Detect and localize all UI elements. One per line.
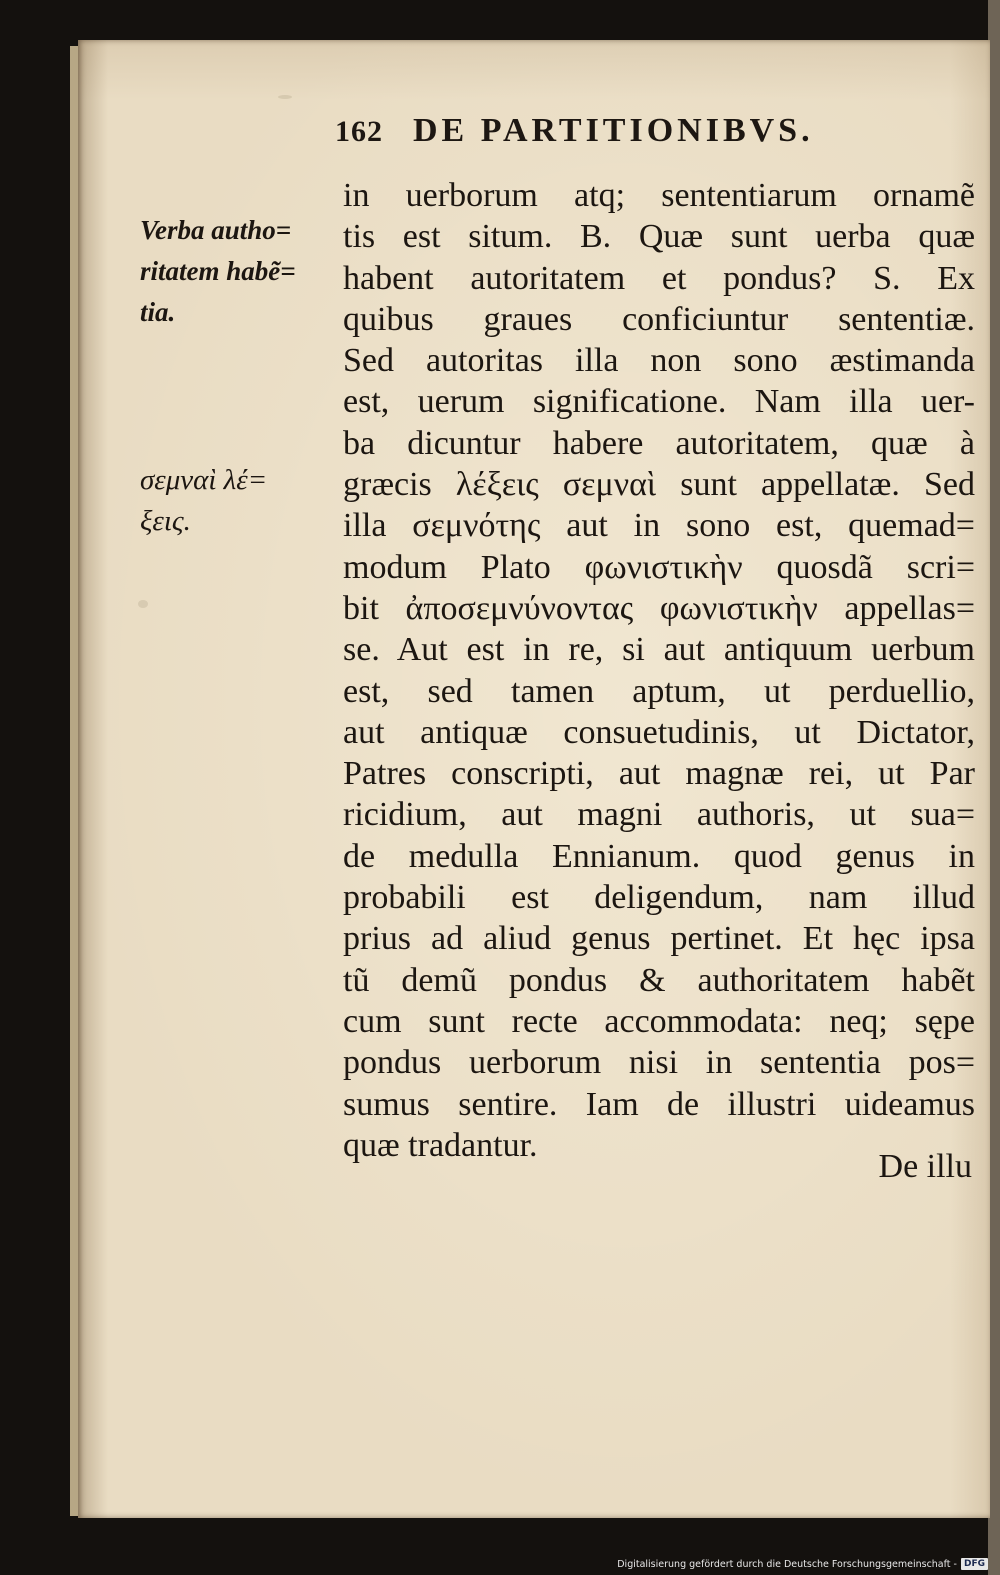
text-line: est, sed tamen aptum, ut perduellio, xyxy=(343,672,975,710)
page-header xyxy=(335,112,895,158)
text-line: modum Plato φωνιστικὴν quosdã scri= xyxy=(343,548,975,586)
text-line: Patres conscripti, aut magnæ rei, ut Par xyxy=(343,755,975,793)
text-line: quæ tradantur. xyxy=(343,1126,538,1164)
text-line: illa σεμνότης aut in sono est, quemad= xyxy=(343,507,975,545)
dfg-logo-icon: DFG xyxy=(961,1558,988,1570)
margin-note-line: Verba autho= xyxy=(140,215,292,245)
text-line: tũ demũ pondus & authoritatem habẽt xyxy=(343,961,975,999)
text-line: probabili est deligendum, nam illud xyxy=(343,879,975,917)
text-line: pondus uerborum nisi in sententia pos= xyxy=(343,1044,975,1082)
paper-spot xyxy=(138,600,148,608)
text-line: bit ἀποσεμνύνοντας φωνιστικὴν appellas= xyxy=(343,589,975,627)
margin-note-line: ξεις. xyxy=(140,505,191,537)
running-title: DE PARTITIONIBVS. xyxy=(413,112,814,149)
page-number: 162 xyxy=(335,115,383,148)
text-line: sumus sentire. Iam de illustri uideamus xyxy=(343,1085,975,1123)
footer-credit-text: Digitalisierung gefördert durch die Deutsche Forschungsgemeinschaft - xyxy=(617,1558,957,1570)
text-line: græcis λέξεις σεμναὶ sunt appellatæ. Sed xyxy=(343,466,975,504)
text-line: ricidium, aut magni authoris, ut sua= xyxy=(343,796,975,834)
main-text-block xyxy=(343,175,975,1166)
margin-note-verba-authoritatem xyxy=(140,210,325,333)
digitization-footer xyxy=(617,1556,988,1572)
text-line: aut antiquæ consuetudinis, ut Dictator, xyxy=(343,713,975,751)
text-line: tis est situm. B. Quæ sunt uerba quæ xyxy=(343,218,975,256)
text-line: de medulla Ennianum. quod genus in xyxy=(343,837,975,875)
text-line: quibus graues conficiuntur sententiæ. xyxy=(343,300,975,338)
catchword: De illu xyxy=(878,1148,972,1185)
text-line: in uerborum atq; sententiarum ornamẽ xyxy=(343,177,975,214)
paper-spot xyxy=(278,95,292,99)
margin-note-line: tia. xyxy=(140,297,176,327)
text-line: se. Aut est in re, si aut antiquum uerbum xyxy=(343,631,975,669)
margin-note-line: σεμναὶ λέ= xyxy=(140,464,268,496)
margin-note-greek xyxy=(140,460,325,542)
text-line: est, uerum significatione. Nam illa uer- xyxy=(343,383,975,421)
text-line: cum sunt recte accommodata: neq; sępe xyxy=(343,1002,975,1040)
text-line: ba dicuntur habere autoritatem, quæ à xyxy=(343,424,975,462)
text-line: Sed autoritas illa non sono æstimanda xyxy=(343,342,975,380)
margin-note-line: ritatem habẽ= xyxy=(140,256,296,286)
text-line: habent autoritatem et pondus? S. Ex xyxy=(343,259,975,297)
text-line: prius ad aliud genus pertinet. Et hęc ipsa xyxy=(343,920,975,958)
